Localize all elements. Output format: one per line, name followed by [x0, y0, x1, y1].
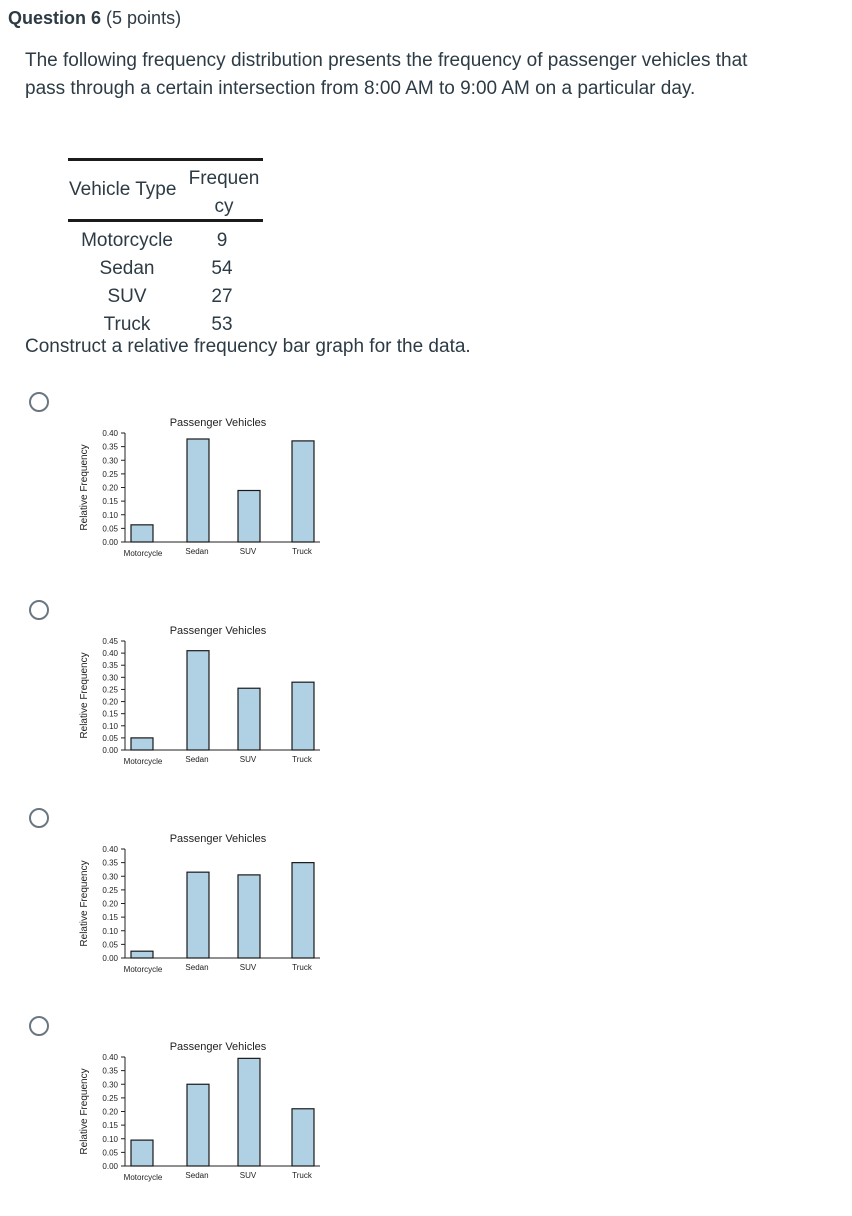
bar-sedan [187, 439, 209, 542]
cell-vehicle: Sedan [99, 258, 155, 279]
y-tick-label: 0.10 [102, 1134, 118, 1144]
question-points: (5 points) [106, 8, 182, 28]
y-axis-label: Relative Frequency [79, 652, 90, 739]
chart-title: Passenger Vehicles [169, 417, 267, 429]
y-tick-label: 0.40 [102, 845, 118, 854]
x-tick-label: Sedan [185, 547, 209, 556]
y-axis-label: Relative Frequency [79, 860, 90, 947]
x-tick-label: SUV [239, 755, 257, 764]
cell-frequency: 27 [211, 286, 233, 307]
y-tick-label: 0.25 [102, 1093, 118, 1103]
bar-motorcycle [131, 738, 153, 750]
bar-chart-b [70, 598, 330, 778]
y-tick-label: 0.00 [102, 954, 118, 963]
x-tick-label: SUV [239, 963, 257, 972]
y-tick-label: 0.05 [102, 733, 118, 743]
y-tick-label: 0.05 [102, 524, 118, 534]
table-row [68, 228, 263, 256]
y-tick-label: 0.00 [102, 1162, 118, 1171]
question-text: The following frequency distribution presents the frequency of passenger vehicles that pass through a certain intersection from 8:00 AM to 9:00 AM on a particular day. [25, 50, 748, 99]
y-tick-label: 0.20 [102, 483, 118, 493]
x-tick-label: Motorcycle [123, 965, 163, 974]
x-tick-label: Sedan [185, 1171, 209, 1180]
radio-button-b[interactable] [29, 600, 49, 620]
y-axis-label: Relative Frequency [79, 1068, 90, 1155]
y-tick-label: 0.15 [102, 497, 118, 507]
y-tick-label: 0.35 [102, 442, 118, 452]
y-tick-label: 0.30 [102, 872, 118, 882]
bar-truck [292, 863, 314, 958]
bar-truck [292, 1109, 314, 1166]
bar-truck [292, 682, 314, 750]
question-header [8, 8, 181, 29]
x-tick-label: Sedan [185, 963, 209, 972]
x-tick-label: Motorcycle [123, 757, 163, 766]
bar-sedan [187, 872, 209, 958]
bar-suv [238, 1058, 260, 1166]
table-row [68, 284, 263, 312]
y-tick-label: 0.05 [102, 1148, 118, 1158]
answer-option-b[interactable] [0, 598, 852, 798]
header-frequency: Frequen cy [188, 168, 260, 217]
chart-title: Passenger Vehicles [169, 833, 267, 845]
frequency-table [68, 158, 263, 340]
bar-suv [238, 688, 260, 750]
bar-chart-a [70, 390, 330, 570]
y-tick-label: 0.10 [102, 926, 118, 936]
bar-chart-c [70, 806, 330, 986]
x-tick-label: SUV [239, 1171, 257, 1180]
bar-motorcycle [131, 1140, 153, 1166]
bar-motorcycle [131, 525, 153, 542]
radio-button-c[interactable] [29, 808, 49, 828]
cell-vehicle: SUV [107, 286, 147, 307]
y-tick-label: 0.35 [102, 858, 118, 868]
chart-title: Passenger Vehicles [169, 625, 267, 637]
bar-suv [238, 490, 260, 542]
table-header-row [68, 161, 263, 219]
y-tick-label: 0.40 [102, 1053, 118, 1062]
answer-option-d[interactable] [0, 1014, 852, 1214]
y-tick-label: 0.25 [102, 685, 118, 695]
y-tick-label: 0.20 [102, 899, 118, 909]
x-tick-label: Truck [292, 547, 312, 556]
y-tick-label: 0.25 [102, 469, 118, 479]
x-tick-label: Truck [292, 1171, 312, 1180]
cell-frequency: 53 [211, 314, 233, 335]
bar-sedan [187, 1084, 209, 1166]
y-tick-label: 0.40 [102, 429, 118, 438]
y-tick-label: 0.00 [102, 746, 118, 755]
y-tick-label: 0.35 [102, 661, 118, 671]
y-tick-label: 0.40 [102, 649, 118, 659]
bar-suv [238, 875, 260, 958]
chart-title: Passenger Vehicles [169, 1041, 267, 1053]
y-tick-label: 0.25 [102, 885, 118, 895]
answer-option-c[interactable] [0, 806, 852, 1006]
x-tick-label: Sedan [185, 755, 209, 764]
x-tick-label: Motorcycle [123, 549, 163, 558]
bar-motorcycle [131, 951, 153, 958]
y-tick-label: 0.15 [102, 913, 118, 923]
radio-button-a[interactable] [29, 392, 49, 412]
y-tick-label: 0.30 [102, 673, 118, 683]
y-tick-label: 0.35 [102, 1066, 118, 1076]
y-tick-label: 0.05 [102, 940, 118, 950]
cell-frequency: 9 [216, 230, 228, 251]
bar-sedan [187, 651, 209, 750]
y-tick-label: 0.00 [102, 538, 118, 547]
y-tick-label: 0.30 [102, 1080, 118, 1090]
cell-frequency: 54 [211, 258, 233, 279]
bar-truck [292, 441, 314, 542]
table-row [68, 256, 263, 284]
answer-option-a[interactable] [0, 390, 852, 590]
y-tick-label: 0.30 [102, 456, 118, 466]
y-axis-label: Relative Frequency [79, 444, 90, 531]
y-tick-label: 0.45 [102, 637, 118, 646]
header-vehicle-type: Vehicle Type [69, 179, 177, 200]
x-tick-label: Truck [292, 963, 312, 972]
x-tick-label: SUV [239, 547, 257, 556]
x-tick-label: Truck [292, 755, 312, 764]
question-number: Question 6 [8, 8, 102, 28]
y-tick-label: 0.20 [102, 697, 118, 707]
instruction-text: Construct a relative frequency bar graph for the data. [25, 336, 471, 357]
x-tick-label: Motorcycle [123, 1173, 163, 1182]
y-tick-label: 0.10 [102, 721, 118, 731]
bar-chart-d [70, 1014, 330, 1194]
y-tick-label: 0.15 [102, 1121, 118, 1131]
y-tick-label: 0.15 [102, 709, 118, 719]
y-tick-label: 0.20 [102, 1107, 118, 1117]
y-tick-label: 0.10 [102, 510, 118, 520]
cell-vehicle: Motorcycle [81, 230, 173, 251]
radio-button-d[interactable] [29, 1016, 49, 1036]
cell-vehicle: Truck [103, 314, 151, 335]
